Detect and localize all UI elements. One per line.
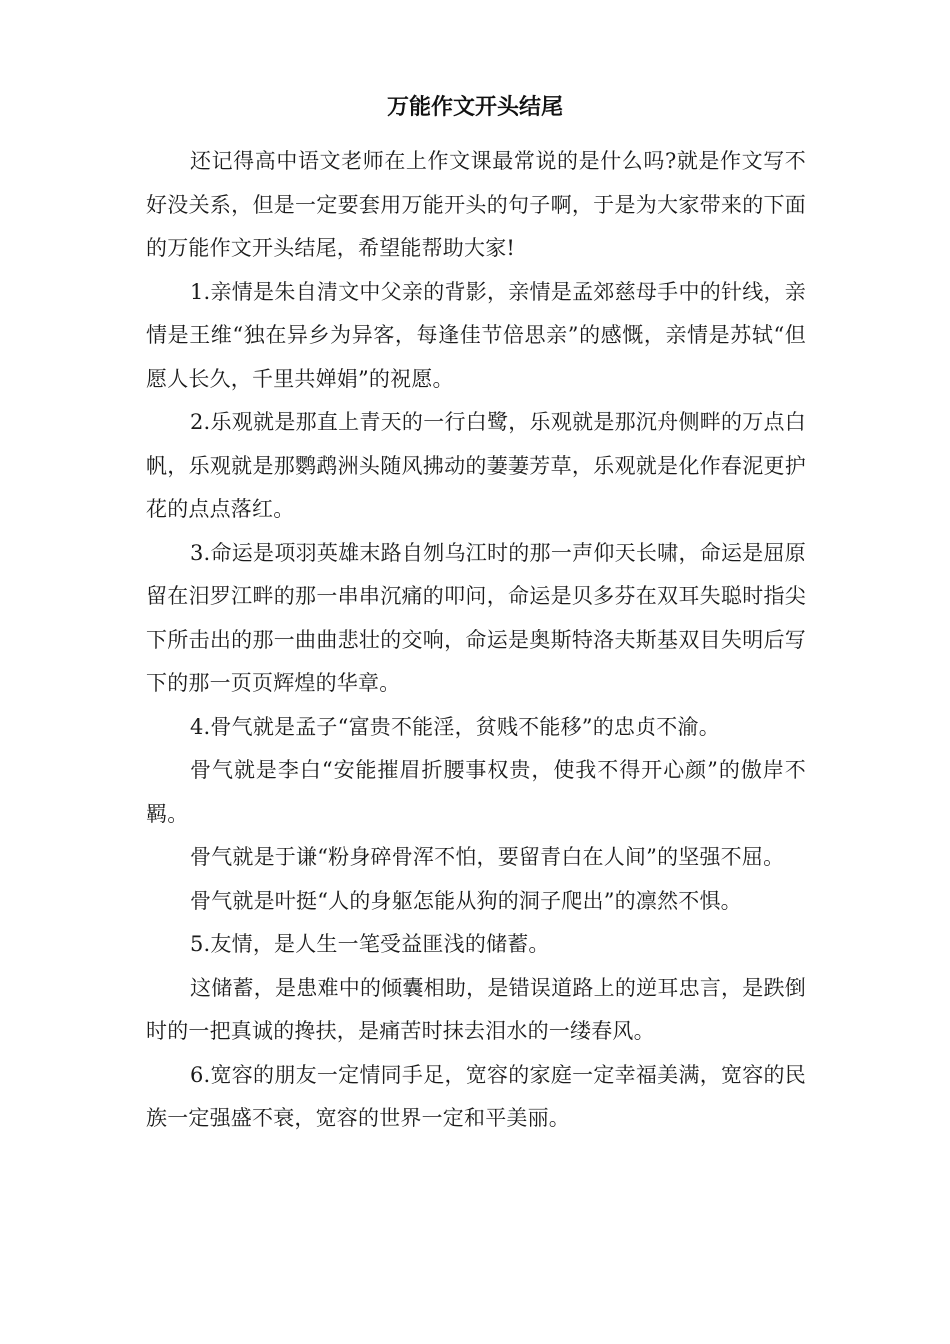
paragraph-item-5-detail: 这储蓄，是患难中的倾囊相助，是错误道路上的逆耳忠言，是跌倒时的一把真诚的搀扶，是痛苦时抹去泪水的一缕春风。 <box>146 975 806 1043</box>
paragraph-item-4: 4.骨气就是孟子“富贵不能淫，贫贱不能移”的忠贞不渝。 <box>190 714 720 739</box>
paragraph-item-6: 6.宽容的朋友一定情同手足，宽容的家庭一定幸福美满，宽容的民族一定强盛不衰，宽容的世界一定和平美丽。 <box>146 1062 806 1130</box>
paragraph-item-5: 5.友情，是人生一笔受益匪浅的储蓄。 <box>190 932 550 956</box>
document-body <box>146 140 806 1141</box>
paragraph-item-3: 3.命运是项羽英雄末路自刎乌江时的那一声仰天长啸，命运是屈原留在汨罗江畔的那一串串沉痛的叩问，命运是贝多芬在双耳失聪时指尖下所击出的那一曲曲悲壮的交响，命运是奥斯特洛夫斯基双目失明后写下的那一页页辉煌的华章。 <box>146 540 806 695</box>
paragraph-intro: 还记得高中语文老师在上作文课最常说的是什么吗?就是作文写不好没关系，但是一定要套用万能开头的句子啊，于是为大家带来的下面的万能作文开头结尾，希望能帮助大家! <box>146 149 806 260</box>
document-title: 万能作文开头结尾 <box>386 95 563 120</box>
paragraph-item-4-ye-ting: 骨气就是叶挺“人的身躯怎能从狗的洞子爬出”的凛然不惧。 <box>190 888 742 913</box>
paragraph-item-2: 2.乐观就是那直上青天的一行白鹭，乐观就是那沉舟侧畔的万点白帆，乐观就是那鹦鹉洲头随风拂动的萋萋芳草，乐观就是化作春泥更护花的点点落红。 <box>146 410 806 521</box>
paragraph-item-4-li-bai: 骨气就是李白“安能摧眉折腰事权贵，使我不得开心颜”的傲岸不羁。 <box>146 758 806 826</box>
paragraph-item-4-yu-qian: 骨气就是于谦“粉身碎骨浑不怕，要留青白在人间”的坚强不屈。 <box>190 845 785 869</box>
paragraph-item-1: 1.亲情是朱自清文中父亲的背影，亲情是孟郊慈母手中的针线，亲情是王维“独在异乡为异客，每逢佳节倍思亲”的感慨，亲情是苏轼“但愿人长久，千里共婵娟”的祝愿。 <box>146 279 806 391</box>
